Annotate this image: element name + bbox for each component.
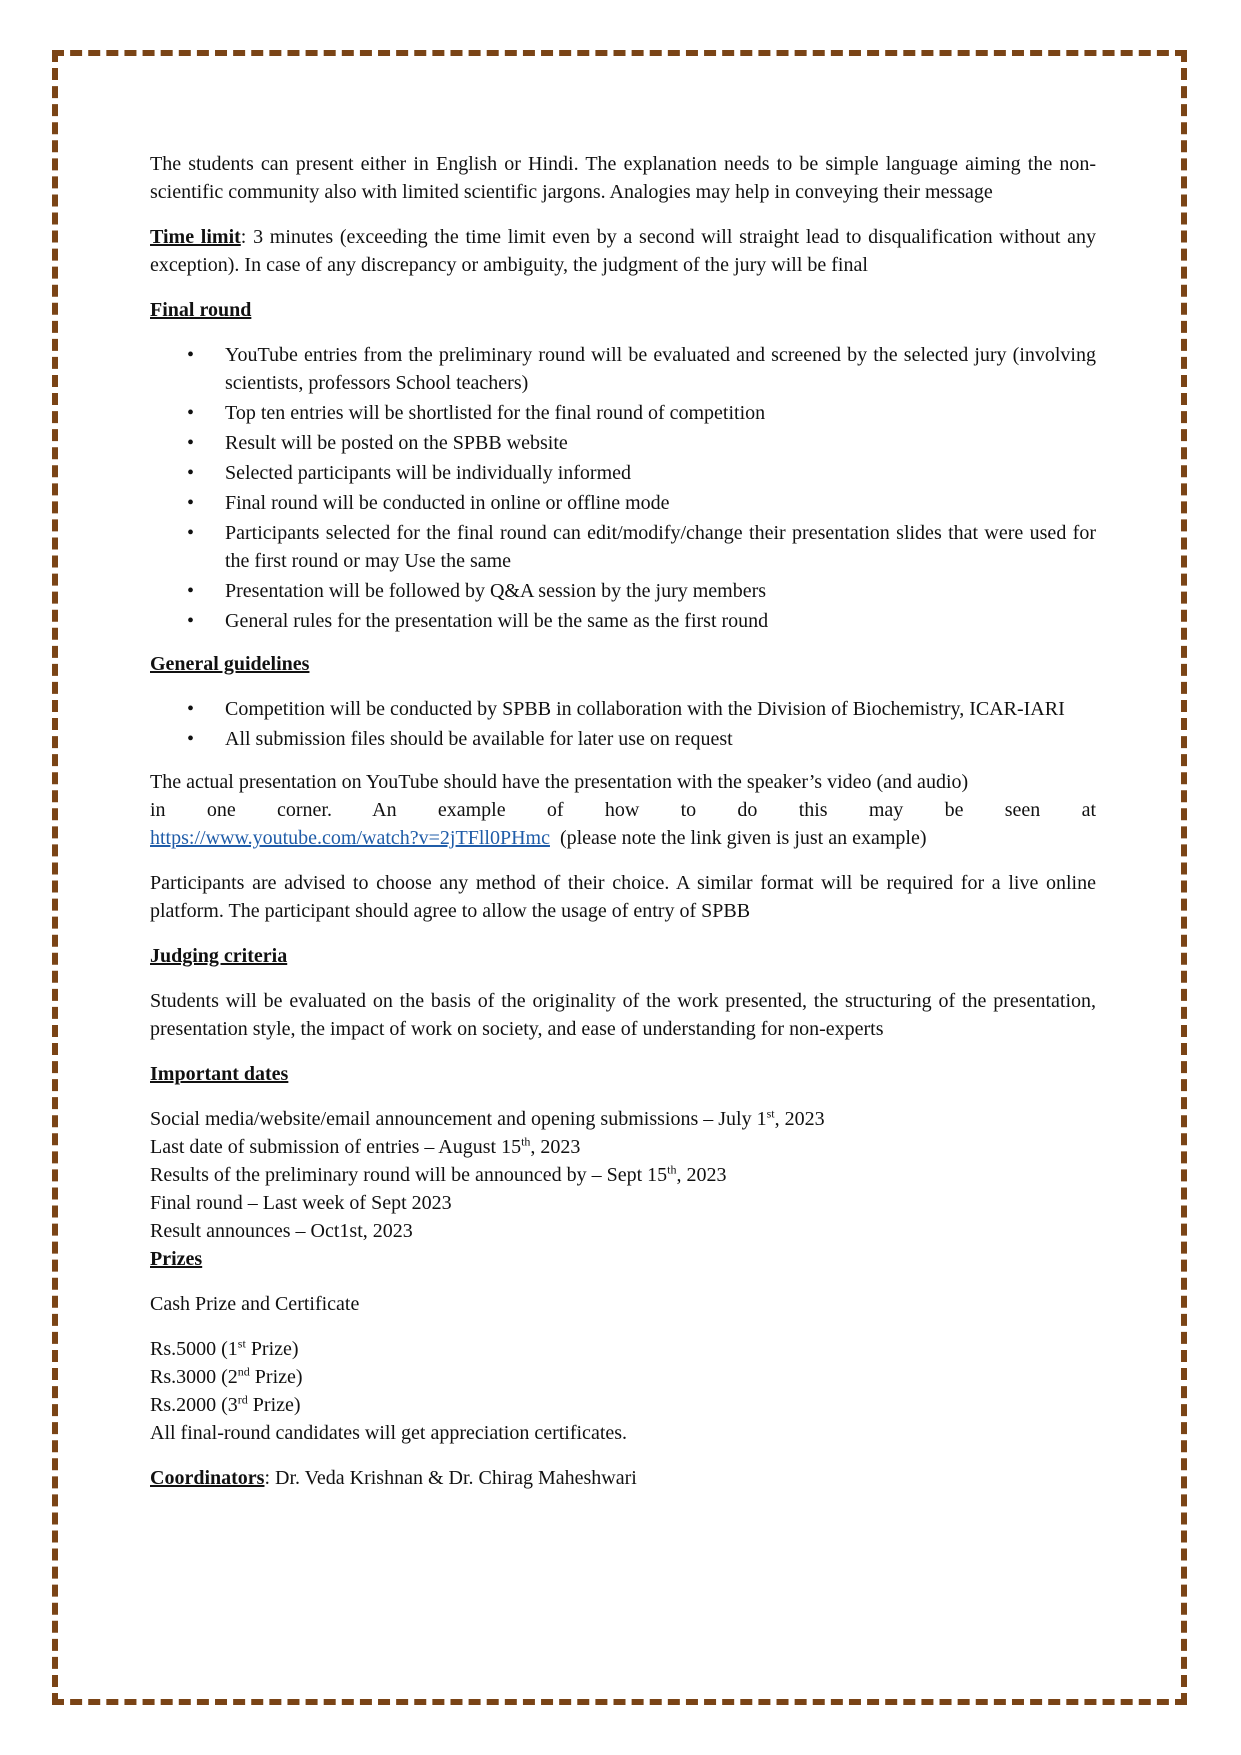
youtube-line-1: The actual presentation on YouTube should have the presentation with the speaker’s video (and audio) <box>150 771 969 793</box>
date-text: Social media/website/email announcement and opening submissions – July 1 <box>150 1108 767 1130</box>
prizes-list <box>150 1335 1096 1447</box>
general-guidelines-heading: General guidelines <box>150 653 310 675</box>
prize-suffix: st <box>237 1336 246 1351</box>
prize-line <box>150 1335 1096 1363</box>
prize-amount: Rs.3000 (2 <box>150 1366 238 1388</box>
date-year: , 2023 <box>530 1136 581 1158</box>
judging-criteria-heading: Judging criteria <box>150 945 288 967</box>
prize-suffix: rd <box>237 1392 248 1407</box>
date-suffix: st <box>766 1106 775 1121</box>
prize-note: All final-round candidates will get appreciation certificates. <box>150 1422 628 1444</box>
coordinators-paragraph <box>150 1464 1096 1492</box>
judging-criteria-text: Students will be evaluated on the basis of the originality of the work presented, the structuring of the presentation, presentation style, the impact of work on society, and ease of understanding for non-experts <box>150 990 1096 1040</box>
date-year: , 2023 <box>774 1108 825 1130</box>
time-limit-paragraph <box>150 223 1096 279</box>
date-text: Results of the preliminary round will be announced by – Sept 15 <box>150 1164 668 1186</box>
prize-line <box>150 1391 1096 1419</box>
time-limit-label: Time limit <box>150 226 241 248</box>
list-item: • Competition will be conducted by SPBB in collaboration with the Division of Biochemistry, ICAR-IARI <box>225 695 1096 723</box>
youtube-link-note: (please note the link given is just an example) <box>549 827 927 849</box>
prizes-heading: Prizes <box>150 1248 203 1270</box>
youtube-line-3 <box>150 824 1096 852</box>
prize-suffix: nd <box>237 1364 250 1379</box>
youtube-paragraph <box>150 768 1096 852</box>
date-suffix: th <box>521 1134 531 1149</box>
time-limit-text: : 3 minutes (exceeding the time limit even by a second will straight lead to disqualification without any exception). In case of any discrepancy or ambiguity, the judgment of the jury will be final <box>150 226 1097 276</box>
date-line <box>150 1105 1096 1133</box>
prizes-intro: Cash Prize and Certificate <box>150 1293 360 1315</box>
date-line <box>150 1133 1096 1161</box>
participants-paragraph: Participants are advised to choose any method of their choice. A similar format will be required for a live online platform. The participant should agree to allow the usage of entry of SPBB <box>150 872 1096 922</box>
list-item: • Final round will be conducted in online or offline mode <box>225 489 1096 517</box>
youtube-example-link[interactable]: https://www.youtube.com/watch?v=2jTFll0PHmc <box>150 827 550 849</box>
date-text: Last date of submission of entries – August 15 <box>150 1136 522 1158</box>
list-item: • Result will be posted on the SPBB website <box>225 429 1096 457</box>
document-page <box>150 150 1096 1509</box>
list-item: • YouTube entries from the preliminary round will be evaluated and screened by the selected jury (involving scientists, professors School teachers) <box>225 341 1096 397</box>
list-item: • Top ten entries will be shortlisted for the final round of competition <box>225 399 1096 427</box>
intro-paragraph: The students can present either in English or Hindi. The explanation needs to be simple language aiming the non-scientific community also with limited scientific jargons. Analogies may help in conveying their message <box>150 153 1096 203</box>
coordinators-label: Coordinators <box>150 1467 265 1489</box>
prize-rank: Prize) <box>247 1394 301 1416</box>
prize-rank: Prize) <box>249 1366 303 1388</box>
prize-line <box>150 1363 1096 1391</box>
date-line: Final round – Last week of Sept 2023 <box>150 1192 452 1214</box>
important-dates-heading: Important dates <box>150 1063 289 1085</box>
youtube-line-2: in one corner. An example of how to do this may be seen at <box>150 799 1096 821</box>
date-line <box>150 1161 1096 1189</box>
list-item: • General rules for the presentation will be the same as the first round <box>225 607 1096 635</box>
list-item: • Presentation will be followed by Q&A session by the jury members <box>225 577 1096 605</box>
list-item: • Selected participants will be individually informed <box>225 459 1096 487</box>
date-suffix: th <box>667 1162 677 1177</box>
list-item: • All submission files should be available for later use on request <box>225 725 1096 753</box>
list-item: • Participants selected for the final round can edit/modify/change their presentation slides that were used for the first round or may Use the same <box>225 519 1096 575</box>
important-dates-list <box>150 1105 1096 1245</box>
coordinators-text: : Dr. Veda Krishnan & Dr. Chirag Maheshwari <box>264 1467 637 1489</box>
final-round-list <box>150 341 1096 635</box>
prize-rank: Prize) <box>245 1338 299 1360</box>
final-round-heading: Final round <box>150 299 252 321</box>
date-line: Result announces – Oct1st, 2023 <box>150 1220 413 1242</box>
prize-amount: Rs.2000 (3 <box>150 1394 238 1416</box>
general-guidelines-list <box>150 695 1096 753</box>
prize-amount: Rs.5000 (1 <box>150 1338 238 1360</box>
date-year: , 2023 <box>676 1164 727 1186</box>
